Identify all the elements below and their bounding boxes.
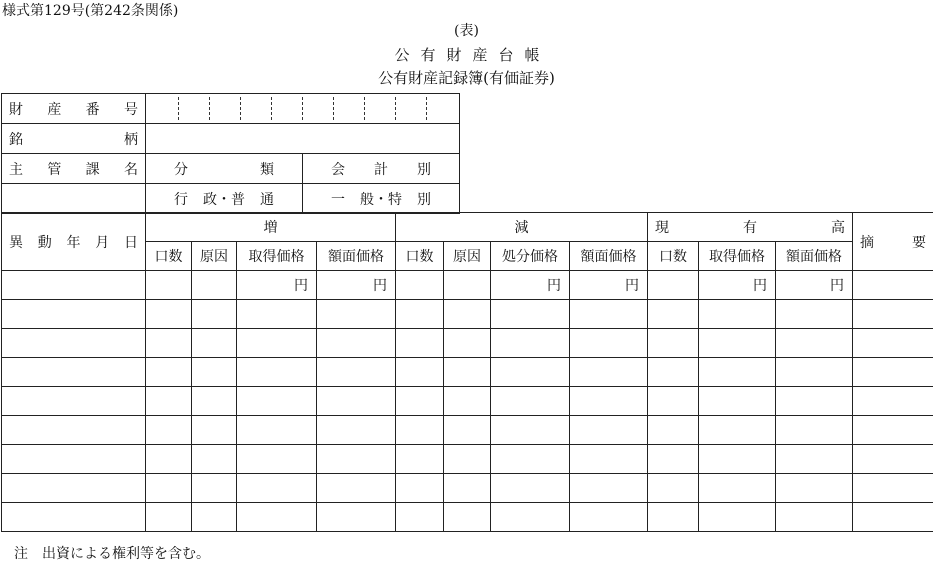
table-row (2, 416, 933, 445)
cell[interactable] (648, 387, 699, 416)
cell[interactable] (237, 358, 317, 387)
table-row (2, 271, 933, 300)
increase-header: 増 (146, 213, 396, 242)
cell[interactable] (146, 387, 192, 416)
cell[interactable] (853, 503, 933, 532)
property-number-field[interactable] (146, 94, 460, 124)
yen-unit-label[interactable]: 円 (237, 271, 317, 300)
cell[interactable] (237, 416, 317, 445)
cell[interactable] (192, 329, 237, 358)
cell[interactable] (444, 329, 491, 358)
cell[interactable] (853, 474, 933, 503)
cell[interactable] (853, 387, 933, 416)
cell[interactable] (192, 358, 237, 387)
property-number-label: 財 産 番 号 (9, 101, 138, 118)
cell[interactable] (146, 300, 192, 329)
cell[interactable] (396, 474, 444, 503)
cell[interactable] (699, 503, 776, 532)
cell[interactable] (648, 358, 699, 387)
footnote: 注 出資による権利等を含む。 (14, 546, 210, 562)
decrease-units-header: 口数 (396, 242, 444, 271)
cell[interactable] (2, 416, 146, 445)
decrease-header: 減 (396, 213, 648, 242)
cell[interactable] (2, 271, 146, 300)
cell[interactable] (192, 271, 237, 300)
cell[interactable] (491, 329, 570, 358)
cell[interactable] (491, 474, 570, 503)
cell[interactable] (192, 387, 237, 416)
current-acquisition-price-header: 取得価格 (699, 242, 776, 271)
cell[interactable] (699, 329, 776, 358)
current-holdings-header: 現 有 高 (655, 220, 845, 236)
cell[interactable] (570, 445, 648, 474)
increase-face-value-header: 額面価格 (317, 242, 396, 271)
table-row (2, 445, 933, 474)
cell[interactable] (491, 503, 570, 532)
decrease-face-value-header: 額面価格 (570, 242, 648, 271)
current-face-value-header: 額面価格 (776, 242, 853, 271)
cell[interactable] (853, 358, 933, 387)
cell[interactable] (317, 358, 396, 387)
accounting-value-cell[interactable] (303, 184, 460, 214)
cell[interactable] (317, 445, 396, 474)
stock-name-field[interactable] (146, 124, 460, 154)
cell[interactable] (2, 474, 146, 503)
cell[interactable] (491, 358, 570, 387)
cell[interactable] (396, 358, 444, 387)
table-row (2, 503, 933, 532)
cell[interactable] (699, 387, 776, 416)
cell[interactable] (776, 358, 853, 387)
department-label-cell (2, 154, 146, 184)
table-row (2, 300, 933, 329)
digit-dividers (146, 94, 459, 123)
cell[interactable] (648, 271, 699, 300)
accounting-value: 一 般・特 別 (331, 191, 431, 208)
cell[interactable] (444, 300, 491, 329)
current-units-header: 口数 (648, 242, 699, 271)
cell[interactable] (570, 358, 648, 387)
cell[interactable] (396, 271, 444, 300)
classification-value: 行 政・普 通 (174, 191, 274, 208)
cell[interactable] (776, 416, 853, 445)
cell[interactable] (146, 271, 192, 300)
cell[interactable] (853, 416, 933, 445)
cell[interactable] (146, 474, 192, 503)
department-field[interactable] (2, 184, 146, 214)
cell[interactable] (776, 445, 853, 474)
cell[interactable] (396, 416, 444, 445)
cell[interactable] (491, 387, 570, 416)
cell[interactable] (146, 416, 192, 445)
increase-units-header: 口数 (146, 242, 192, 271)
cell[interactable] (853, 271, 933, 300)
cell[interactable] (2, 503, 146, 532)
cell[interactable] (192, 474, 237, 503)
cell[interactable] (699, 358, 776, 387)
current-holdings-header-cell (648, 213, 853, 242)
cell[interactable] (146, 445, 192, 474)
accounting-label: 会 計 別 (331, 161, 431, 178)
decrease-cause-header: 原因 (444, 242, 491, 271)
cell[interactable] (853, 445, 933, 474)
cell[interactable] (776, 329, 853, 358)
increase-acquisition-price-header: 取得価格 (237, 242, 317, 271)
cell[interactable] (699, 445, 776, 474)
cell[interactable] (444, 416, 491, 445)
cell[interactable] (2, 445, 146, 474)
cell[interactable] (853, 329, 933, 358)
cell[interactable] (2, 387, 146, 416)
cell[interactable] (237, 329, 317, 358)
property-number-label-cell (2, 94, 146, 124)
accounting-label-cell (303, 154, 460, 184)
decrease-disposal-price-header: 処分価格 (491, 242, 570, 271)
summary-header: 摘 要 (860, 234, 926, 251)
cell[interactable] (699, 416, 776, 445)
cell[interactable] (570, 416, 648, 445)
cell[interactable] (237, 474, 317, 503)
cell[interactable] (396, 300, 444, 329)
cell[interactable] (776, 387, 853, 416)
cell[interactable] (2, 300, 146, 329)
ledger-subtitle: 公有財産記録簿(有価証券) (378, 69, 555, 87)
table-row (2, 387, 933, 416)
cell[interactable] (570, 503, 648, 532)
cell[interactable] (396, 329, 444, 358)
cell[interactable] (237, 300, 317, 329)
cell[interactable] (491, 416, 570, 445)
cell[interactable] (776, 474, 853, 503)
cell[interactable] (444, 271, 491, 300)
classification-label: 分 類 (174, 161, 274, 178)
cell[interactable] (146, 503, 192, 532)
form-number: 様式第129号(第242条関係) (2, 3, 179, 19)
header-table (1, 93, 460, 214)
cell[interactable] (237, 503, 317, 532)
cell[interactable] (237, 387, 317, 416)
cell[interactable] (192, 300, 237, 329)
cell[interactable] (444, 358, 491, 387)
stock-name-label-cell (2, 124, 146, 154)
cell[interactable] (491, 445, 570, 474)
cell[interactable] (699, 474, 776, 503)
cell[interactable] (2, 329, 146, 358)
cell[interactable] (491, 300, 570, 329)
cell[interactable] (444, 474, 491, 503)
ledger-title: 公有財産台帳 (394, 46, 551, 64)
cell[interactable] (444, 387, 491, 416)
cell[interactable] (699, 300, 776, 329)
change-date-label: 異 動 年 月 日 (9, 234, 138, 251)
classification-label-cell (146, 154, 303, 184)
cell[interactable] (776, 503, 853, 532)
cell[interactable] (648, 416, 699, 445)
cell[interactable] (317, 503, 396, 532)
cell[interactable] (192, 503, 237, 532)
ledger-table (1, 212, 933, 532)
cell[interactable] (237, 445, 317, 474)
increase-cause-header: 原因 (192, 242, 237, 271)
cell[interactable] (776, 300, 853, 329)
cell[interactable] (146, 358, 192, 387)
cell[interactable] (648, 300, 699, 329)
cell[interactable] (648, 445, 699, 474)
cell[interactable] (570, 300, 648, 329)
cell[interactable] (648, 329, 699, 358)
cell[interactable] (853, 300, 933, 329)
cell[interactable] (648, 503, 699, 532)
cell[interactable] (444, 503, 491, 532)
cell[interactable] (648, 474, 699, 503)
cell[interactable] (317, 474, 396, 503)
summary-header-cell (853, 213, 933, 271)
cell[interactable] (2, 358, 146, 387)
cell[interactable] (396, 387, 444, 416)
cell[interactable] (317, 329, 396, 358)
cell[interactable] (570, 329, 648, 358)
cell[interactable] (192, 445, 237, 474)
cell[interactable] (396, 503, 444, 532)
yen-unit-label[interactable]: 円 (776, 271, 853, 300)
stock-name-label: 銘 柄 (9, 131, 138, 148)
yen-unit-label[interactable]: 円 (491, 271, 570, 300)
yen-unit-label[interactable]: 円 (570, 271, 648, 300)
cell[interactable] (570, 474, 648, 503)
table-row (2, 329, 933, 358)
classification-value-cell[interactable] (146, 184, 303, 214)
cell[interactable] (317, 416, 396, 445)
department-label: 主 管 課 名 (9, 161, 138, 178)
yen-unit-label[interactable]: 円 (317, 271, 396, 300)
cell[interactable] (146, 329, 192, 358)
cell[interactable] (317, 300, 396, 329)
cell[interactable] (396, 445, 444, 474)
table-row (2, 358, 933, 387)
cell[interactable] (570, 387, 648, 416)
cell[interactable] (317, 387, 396, 416)
yen-unit-label[interactable]: 円 (699, 271, 776, 300)
change-date-label-cell (2, 213, 146, 271)
table-row (2, 474, 933, 503)
table-label: (表) (454, 23, 479, 39)
cell[interactable] (192, 416, 237, 445)
cell[interactable] (444, 445, 491, 474)
